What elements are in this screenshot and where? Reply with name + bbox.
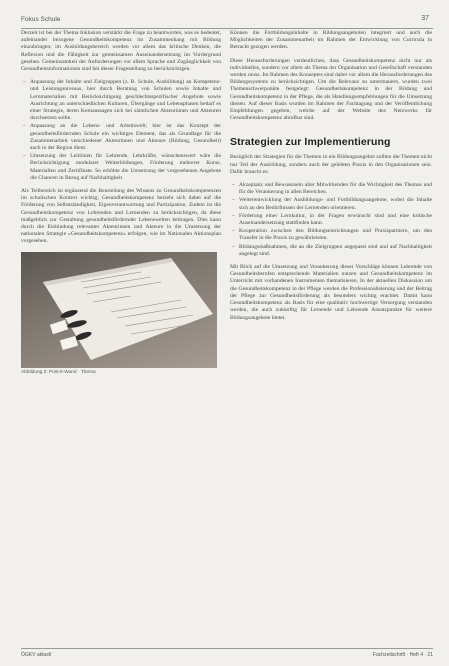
header-section-label: Fokus Schule	[21, 16, 61, 23]
right-paragraph-4: Mit Blick auf die Umsetzung und Verankerung dieser Vorschläge können Lehrende von Gesundheitsberufen entsprechende Materialien nutzen und Gesundheitskompetenz im Unterricht mit vorhandenen Instrumenten thematisieren. In der aktuellen Diskussion um die Gesundheitskompetenz in der Pflege werden die Professionalisierung und der Beitrag der Pflege zur Gesundheitsförderung als besonders wichtig erachtet. Damit kann Gesundheitskompetenz als Basis für eine qualitativ hochwertige Versorgung verstanden werden, die auch zukünftig für Lernende und Lehrende Ansatzpunkte für weitere Bildungsangebote bietet.	[230, 264, 432, 321]
left-bullet-item: – Umsetzung der Leitlinien für Lehrende, Lehrkräfte, wünschenswert wäre die Berücksichtigung modularer Weiterbildungen, Förderung mehrerer Kurse, Materialien und Zertifikate. So erhöhte die Umsetzung der vorgesehenen Angebote die Chancen in Bezug auf Nachhaltigkeit.	[30, 153, 221, 182]
right-bullet-item: – Weiterentwicklung der Ausbildungs- und Fortbildungsangebote, wobei die Inhalte sich an den Bedürfnissen der Lernenden orientieren.	[239, 197, 432, 211]
right-paragraph-2: Diese Herausforderungen verdeutlichen, dass Gesundheitskompetenz nicht nur als individuelles, sondern vor allem als Thema der Organisation und Gesellschaft verstanden werden muss. Im Rahmen des Konzeptes sind dabei vor allem die Herausforderungen des Bildungssystems zu berücksichtigen. Um die Relevanz zu untermauern, wurden zwei Themenschwerpunkte festgelegt: Gesundheitskompetenz in der Bildung und Gesundheitskompetenz in der Pflege, die als Handlungsempfehlungen für die Umsetzung dienen. Auf dieser Basis wurden im Rahmen der Fachtagung und der Veröffentlichung Empfehlungen gegeben, welche auf der Website des Netzwerks für Gesundheitskompetenz abrufbar sind.	[230, 57, 432, 122]
right-column	[230, 30, 432, 328]
right-intro-paragraph: Können die Fortbildungsinhalte in Bildungsangeboten integriert und auch die Möglichkeiten der Zusammenarbeit im Rahmen der Entwicklung von Curricula in Betracht gezogen werden.	[230, 30, 432, 51]
right-bullet-item: – Akzeptanz und Bewusstsein aller Mitwirkenden für die Wichtigkeit des Themas und für die Verankerung in allen Bereichen.	[239, 182, 432, 196]
page-footer	[21, 648, 433, 661]
right-bullet-item: – Bildungsmaßnahmen, die an die Zielgruppen angepasst sind und auf Nachhaltigkeit angelegt sind.	[239, 244, 432, 258]
page-header	[21, 12, 433, 29]
left-paragraph-2: Als Teilbereich ist ergänzend die Beurteilung des Wissens zu Gesundheitskompetenzen im schulischen Kontext wichtig; Gesundheitskompetenz bezieht sich dabei auf die Förderung von Selbstständigkeit, Eigenverantwortung und Partizipation. Zudem ist die Gesundheitskompetenz von Lehrenden und Lernenden zu berücksichtigen, da diese maßgeblich zur Gestaltung gesundheitsfördernder Lebenswelten beitragen. Dies kann durch die Einbindung relevanter Akteurinnen und Akteure in die Umsetzung der nationalen Strategie »Gesundheitskompetenz« erfolgen, wie im Nationalen Aktionsplan vorgesehen.	[21, 188, 221, 245]
footer-right: Fachzeitschrift · Heft 4 · 21	[372, 652, 433, 658]
right-bullet-list	[230, 182, 432, 258]
post-it-photo	[21, 252, 217, 368]
left-bullet-list	[21, 79, 221, 182]
page-number: 37	[421, 15, 429, 22]
right-bullet-item: – Förderung einer Lernkultur, in der Fragen erwünscht sind und eine kritische Auseinandersetzung stattfinden kann.	[239, 213, 432, 227]
photo-caption: Abbildung 2: Post-it-Wand · Thema	[21, 369, 96, 375]
left-bullet-item: – Anpassung an die Lebens- und Arbeitswelt; hier ist das Konzept der gesundheitsfördernden Schule ein wichtiges Element, das als Grundlage für die Zusammenarbeit verschiedener Akteurinnen und Akteure (Bildung, Gesundheit) auch in der Region dient.	[30, 123, 221, 152]
footer-left: ÖGKV aktuell	[21, 652, 52, 658]
left-bullet-item: – Anpassung der Inhalte und Zielgruppen (z. B. Schule, Ausbildung) an Kompetenz- und Leistungsniveaus, hier durch Beratung von Schulen sowie Inhalte und Lernmaterialien mit Berücksichtigung geschlechtsspezifischer Angebote sowie Ausrichtung an unterschiedlichen Kulturen, Übergänge und Lebensphasen bedarf es einer Strategie, deren Kernaussagen sich bei sämtlichen Akteurinnen und Akteuren durchsetzen sollte.	[30, 79, 221, 122]
left-column	[21, 30, 221, 375]
right-paragraph-3: Bezüglich der Strategien für die Themen in ein Bildungsangebot sollten die Themen nicht nur Teil der Ausbildung, sondern auch der gelebten Praxis in den Organisationen sein. Dafür braucht es:	[230, 154, 432, 175]
right-bullet-item: – Kooperation zwischen den Bildungseinrichtungen und Praxispartnern, um den Transfer in die Praxis zu gewährleisten.	[239, 228, 432, 242]
left-intro-paragraph: Derzeit ist bei der Thema Inklusion verstärkt die Frage zu beantworten, was es bedeutet, aufeinander bezogene Gesundheitskompetenz im Zusammenhang mit Bildung einzubringen; im Ausbildungsbereich werden vor allem das kritische Denken, die Reflexion und die Fähigkeit zur gemeinsamen Auseinandersetzung im Vordergrund gesehen. Gemeinsamkeit der Anforderungen vor allem Sprache und Zugänglichkeit von Gesundheitsinformationen sind bei dieser Fragestellung zu berücksichtigen.	[21, 30, 221, 73]
section-heading: Strategien zur Implementierung	[230, 136, 391, 149]
post-it-illustration	[21, 252, 217, 368]
